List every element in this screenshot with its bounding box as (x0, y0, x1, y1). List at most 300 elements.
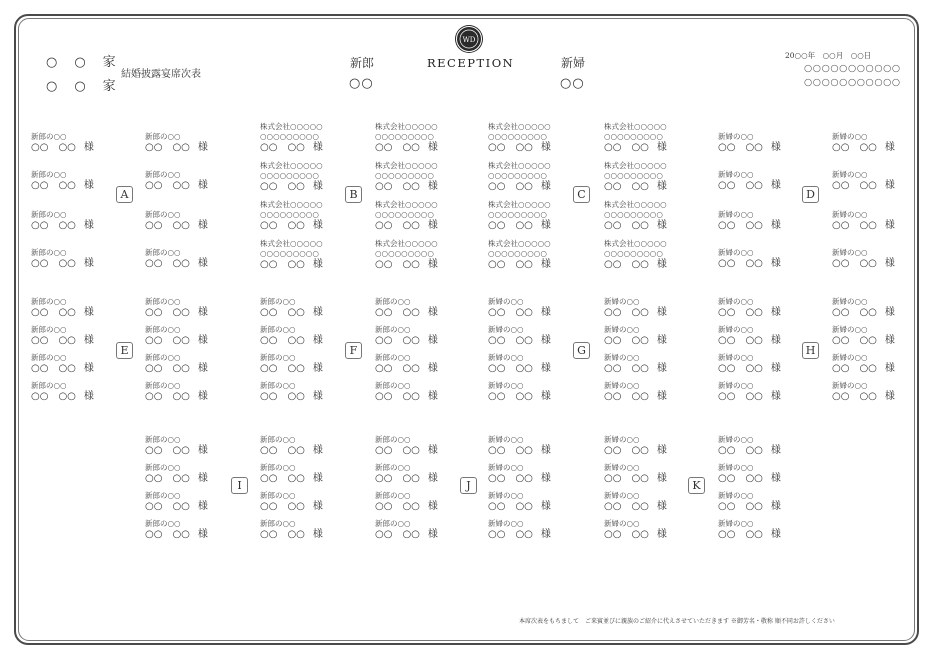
guest-name-line (145, 143, 240, 153)
guest-entry (260, 122, 355, 153)
guest-name: ○○ ○○ (260, 307, 305, 318)
guest-name: ○○ ○○ (375, 363, 420, 374)
guest-name: ○○ ○○ (31, 180, 76, 191)
guest-relation: 新婦の○○ (718, 463, 754, 472)
guest-relation: 新郎の○○ (145, 170, 181, 179)
guest-relation: 新婦の○○ (718, 381, 754, 390)
guest-name: ○○ ○○ (260, 335, 305, 346)
guest-entry (260, 435, 355, 456)
guest-name-line (260, 143, 355, 153)
guest-honorific: 様 (312, 391, 323, 402)
guest-name-line (375, 502, 470, 512)
guest-entry (488, 239, 583, 270)
guest-name: ○○ ○○ (604, 445, 649, 456)
guest-name: ○○ ○○ (604, 363, 649, 374)
guest-entry (488, 353, 583, 374)
guest-department: ○○○○○○○○○ (604, 249, 663, 258)
guest-honorific: 様 (83, 142, 94, 153)
guest-entry (718, 170, 813, 191)
guest-name: ○○ ○○ (145, 180, 190, 191)
guest-entry (604, 122, 699, 153)
guest-relation: 新郎の○○ (260, 381, 296, 390)
guest-entry (832, 325, 927, 346)
wd-monogram-logo (456, 26, 482, 52)
guest-entry (145, 132, 240, 153)
guest-name-line (260, 392, 355, 402)
guest-entry (260, 297, 355, 318)
guest-entry (260, 325, 355, 346)
guest-name-line (488, 221, 583, 231)
guest-name-line (604, 308, 699, 318)
guest-relation: 新郎の○○ (375, 463, 411, 472)
guest-name-line (145, 502, 240, 512)
guest-honorific: 様 (197, 335, 208, 346)
guest-relation: 新婦の○○ (488, 325, 524, 334)
guest-honorific: 様 (656, 259, 667, 270)
guest-relation: 新郎の○○ (31, 381, 67, 390)
guest-name-line (260, 446, 355, 456)
guest-relation: 新婦の○○ (832, 132, 868, 141)
guest-name-line (145, 446, 240, 456)
guest-name: ○○ ○○ (145, 473, 190, 484)
guest-name: ○○ ○○ (145, 445, 190, 456)
groom-name: ○○ (349, 76, 374, 91)
guest-entry (604, 353, 699, 374)
guest-entry (375, 491, 470, 512)
guest-name: ○○ ○○ (260, 529, 305, 540)
guest-relation: 新婦の○○ (718, 170, 754, 179)
guest-entry (145, 170, 240, 191)
guest-entry (604, 491, 699, 512)
guest-name: ○○ ○○ (375, 181, 420, 192)
guest-relation: 新郎の○○ (375, 325, 411, 334)
guest-name: ○○ ○○ (145, 335, 190, 346)
guest-name: ○○ ○○ (488, 445, 533, 456)
guest-relation: 新婦の○○ (832, 248, 868, 257)
guest-relation: 新郎の○○ (145, 381, 181, 390)
guest-honorific: 様 (656, 363, 667, 374)
guest-honorific: 様 (884, 220, 895, 231)
guest-entry (488, 381, 583, 402)
guest-name: ○○ ○○ (604, 259, 649, 270)
guest-relation: 新婦の○○ (488, 435, 524, 444)
guest-name-line (375, 364, 470, 374)
guest-department: ○○○○○○○○○ (488, 171, 547, 180)
guest-entry (260, 463, 355, 484)
guest-entry (375, 353, 470, 374)
guest-honorific: 様 (427, 220, 438, 231)
guest-entry (718, 381, 813, 402)
guest-relation: 新婦の○○ (604, 435, 640, 444)
guest-entry (718, 248, 813, 269)
guest-name: ○○ ○○ (718, 473, 763, 484)
guest-honorific: 様 (656, 181, 667, 192)
guest-name-line (604, 143, 699, 153)
guest-name: ○○ ○○ (832, 363, 877, 374)
guest-relation: 新婦の○○ (832, 381, 868, 390)
guest-entry (260, 491, 355, 512)
guest-honorific: 様 (656, 529, 667, 540)
guest-honorific: 様 (540, 220, 551, 231)
guest-name: ○○ ○○ (145, 142, 190, 153)
guest-name: ○○ ○○ (375, 391, 420, 402)
guest-entry (145, 248, 240, 269)
guest-entry (145, 353, 240, 374)
guest-relation: 新郎の○○ (375, 297, 411, 306)
guest-relation: 新婦の○○ (718, 297, 754, 306)
guest-honorific: 様 (884, 391, 895, 402)
guest-relation: 新郎の○○ (31, 132, 67, 141)
guest-name: ○○ ○○ (832, 258, 877, 269)
guest-entry (375, 463, 470, 484)
guest-name-line (31, 221, 126, 231)
guest-honorific: 様 (770, 258, 781, 269)
footer-note: 本席次表をもちまして ご来賓並びに親族のご紹介に代えさせていただきます ※御芳名・敬称 順不同お許しください (519, 618, 835, 625)
guest-relation: 新郎の○○ (145, 353, 181, 362)
guest-relation: 新婦の○○ (718, 325, 754, 334)
guest-entry (718, 463, 813, 484)
reception-title: RECEPTION (427, 56, 515, 70)
guest-entry (718, 491, 813, 512)
guest-department: ○○○○○○○○○ (604, 210, 663, 219)
groom-label: 新郎 (350, 56, 375, 70)
guest-name-line (832, 308, 927, 318)
guest-entry (375, 122, 470, 153)
guest-name-line (375, 182, 470, 192)
guest-relation: 株式会社○○○○○ (488, 200, 551, 209)
guest-honorific: 様 (197, 258, 208, 269)
guest-name: ○○ ○○ (31, 391, 76, 402)
guest-honorific: 様 (197, 180, 208, 191)
guest-name-line (832, 143, 927, 153)
guest-name: ○○ ○○ (604, 391, 649, 402)
table-label-j: J (460, 477, 477, 494)
guest-honorific: 様 (540, 307, 551, 318)
guest-relation: 新郎の○○ (375, 491, 411, 500)
guest-name: ○○ ○○ (375, 473, 420, 484)
guest-name-line (488, 502, 583, 512)
guest-name-line (832, 181, 927, 191)
guest-relation: 新婦の○○ (718, 132, 754, 141)
guest-relation: 新婦の○○ (718, 353, 754, 362)
guest-name: ○○ ○○ (375, 445, 420, 456)
guest-relation: 新郎の○○ (260, 297, 296, 306)
monogram-icon (457, 27, 481, 51)
guest-name: ○○ ○○ (604, 181, 649, 192)
guest-name: ○○ ○○ (375, 335, 420, 346)
guest-name-line (145, 336, 240, 346)
guest-name: ○○ ○○ (718, 335, 763, 346)
guest-entry (31, 325, 126, 346)
guest-name: ○○ ○○ (604, 529, 649, 540)
guest-name: ○○ ○○ (832, 307, 877, 318)
table-label-h: H (802, 342, 819, 359)
guest-entry (604, 325, 699, 346)
guest-entry (260, 239, 355, 270)
guest-honorific: 様 (312, 335, 323, 346)
guest-relation: 新婦の○○ (604, 463, 640, 472)
guest-entry (375, 161, 470, 192)
guest-name: ○○ ○○ (145, 258, 190, 269)
guest-name: ○○ ○○ (488, 501, 533, 512)
guest-relation: 株式会社○○○○○ (604, 200, 667, 209)
guest-relation: 新郎の○○ (145, 297, 181, 306)
guest-honorific: 様 (656, 307, 667, 318)
guest-honorific: 様 (884, 258, 895, 269)
guest-honorific: 様 (884, 142, 895, 153)
guest-name-line (604, 221, 699, 231)
guest-name-line (488, 446, 583, 456)
guest-entry (375, 239, 470, 270)
guest-name-line (718, 221, 813, 231)
guest-entry (31, 210, 126, 231)
guest-entry (260, 519, 355, 540)
guest-relation: 株式会社○○○○○ (488, 239, 551, 248)
guest-honorific: 様 (770, 307, 781, 318)
guest-name-line (718, 181, 813, 191)
guest-name: ○○ ○○ (260, 220, 305, 231)
guest-honorific: 様 (656, 445, 667, 456)
guest-name: ○○ ○○ (718, 220, 763, 231)
groom-family-name: ○ ○ 家 (46, 55, 118, 70)
guest-honorific: 様 (656, 473, 667, 484)
guest-relation: 新郎の○○ (145, 491, 181, 500)
guest-name-line (260, 182, 355, 192)
guest-name-line (31, 308, 126, 318)
guest-name-line (604, 446, 699, 456)
guest-relation: 新婦の○○ (604, 491, 640, 500)
guest-honorific: 様 (884, 335, 895, 346)
table-label-i: I (231, 477, 248, 494)
guest-honorific: 様 (540, 529, 551, 540)
guest-name-line (604, 336, 699, 346)
guest-entry (31, 132, 126, 153)
guest-name: ○○ ○○ (375, 259, 420, 270)
guest-relation: 新婦の○○ (832, 210, 868, 219)
guest-name: ○○ ○○ (260, 445, 305, 456)
guest-relation: 新婦の○○ (488, 491, 524, 500)
guest-name-line (260, 308, 355, 318)
guest-honorific: 様 (312, 259, 323, 270)
guest-name: ○○ ○○ (718, 307, 763, 318)
guest-honorific: 様 (427, 391, 438, 402)
guest-relation: 新郎の○○ (145, 325, 181, 334)
guest-relation: 新郎の○○ (145, 248, 181, 257)
guest-name: ○○ ○○ (718, 529, 763, 540)
guest-entry (31, 297, 126, 318)
guest-honorific: 様 (312, 529, 323, 540)
guest-name-line (260, 364, 355, 374)
guest-department: ○○○○○○○○○ (488, 132, 547, 141)
guest-honorific: 様 (770, 445, 781, 456)
guest-honorific: 様 (427, 529, 438, 540)
guest-name-line (145, 364, 240, 374)
wedding-date: 20○○年 ○○月 ○○日 (785, 51, 872, 60)
guest-honorific: 様 (197, 501, 208, 512)
guest-entry (604, 239, 699, 270)
guest-name-line (375, 143, 470, 153)
guest-relation: 新婦の○○ (488, 463, 524, 472)
guest-name: ○○ ○○ (260, 363, 305, 374)
guest-entry (718, 132, 813, 153)
guest-relation: 株式会社○○○○○ (260, 239, 323, 248)
guest-honorific: 様 (656, 391, 667, 402)
guest-relation: 株式会社○○○○○ (604, 161, 667, 170)
guest-name-line (832, 336, 927, 346)
guest-honorific: 様 (540, 363, 551, 374)
table-label-g: G (573, 342, 590, 359)
guest-name: ○○ ○○ (832, 142, 877, 153)
bride-family-name: ○ ○ 家 (46, 79, 118, 94)
guest-name: ○○ ○○ (260, 501, 305, 512)
guest-entry (375, 297, 470, 318)
guest-department: ○○○○○○○○○ (375, 210, 434, 219)
guest-honorific: 様 (540, 335, 551, 346)
guest-relation: 新婦の○○ (488, 381, 524, 390)
guest-honorific: 様 (197, 363, 208, 374)
guest-honorific: 様 (197, 220, 208, 231)
guest-relation: 新郎の○○ (145, 435, 181, 444)
guest-relation: 株式会社○○○○○ (488, 122, 551, 131)
guest-department: ○○○○○○○○○ (260, 132, 319, 141)
guest-name: ○○ ○○ (488, 142, 533, 153)
guest-name-line (718, 308, 813, 318)
guest-name-line (488, 260, 583, 270)
guest-department: ○○○○○○○○○ (260, 171, 319, 180)
guest-relation: 新郎の○○ (260, 463, 296, 472)
guest-name: ○○ ○○ (718, 445, 763, 456)
guest-name: ○○ ○○ (488, 391, 533, 402)
guest-relation: 新婦の○○ (832, 353, 868, 362)
guest-relation: 新婦の○○ (718, 519, 754, 528)
guest-name-line (145, 221, 240, 231)
guest-honorific: 様 (770, 473, 781, 484)
guest-department: ○○○○○○○○○ (260, 210, 319, 219)
guest-relation: 新婦の○○ (832, 170, 868, 179)
guest-relation: 新婦の○○ (604, 353, 640, 362)
guest-entry (488, 161, 583, 192)
guest-honorific: 様 (312, 445, 323, 456)
guest-name: ○○ ○○ (375, 501, 420, 512)
guest-relation: 株式会社○○○○○ (604, 122, 667, 131)
guest-relation: 新郎の○○ (260, 325, 296, 334)
guest-name: ○○ ○○ (718, 391, 763, 402)
guest-name: ○○ ○○ (604, 307, 649, 318)
guest-name: ○○ ○○ (718, 363, 763, 374)
guest-relation: 新郎の○○ (31, 297, 67, 306)
guest-relation: 新婦の○○ (604, 519, 640, 528)
guest-name: ○○ ○○ (832, 335, 877, 346)
guest-name: ○○ ○○ (488, 220, 533, 231)
guest-relation: 株式会社○○○○○ (375, 122, 438, 131)
guest-entry (604, 161, 699, 192)
guest-name-line (260, 502, 355, 512)
guest-relation: 新婦の○○ (604, 381, 640, 390)
guest-relation: 新郎の○○ (260, 519, 296, 528)
guest-name: ○○ ○○ (31, 307, 76, 318)
guest-entry (832, 170, 927, 191)
guest-name: ○○ ○○ (718, 258, 763, 269)
guest-honorific: 様 (427, 142, 438, 153)
guest-name-line (375, 221, 470, 231)
guest-relation: 新郎の○○ (145, 132, 181, 141)
guest-relation: 株式会社○○○○○ (260, 161, 323, 170)
guest-name-line (31, 181, 126, 191)
guest-honorific: 様 (427, 473, 438, 484)
guest-relation: 新婦の○○ (718, 491, 754, 500)
venue-line-2: ○○○○○○○○○○○ (804, 77, 901, 88)
guest-name-line (604, 502, 699, 512)
guest-relation: 新郎の○○ (375, 381, 411, 390)
guest-name: ○○ ○○ (488, 363, 533, 374)
guest-name: ○○ ○○ (488, 181, 533, 192)
document-subtitle: 結婚披露宴席次表 (121, 69, 201, 80)
guest-honorific: 様 (83, 391, 94, 402)
guest-department: ○○○○○○○○○ (375, 171, 434, 180)
guest-entry (145, 325, 240, 346)
guest-name-line (488, 392, 583, 402)
guest-name: ○○ ○○ (145, 220, 190, 231)
guest-entry (488, 325, 583, 346)
guest-name-line (375, 446, 470, 456)
guest-name: ○○ ○○ (145, 529, 190, 540)
guest-entry (145, 491, 240, 512)
guest-honorific: 様 (540, 181, 551, 192)
guest-name: ○○ ○○ (488, 307, 533, 318)
guest-name: ○○ ○○ (260, 391, 305, 402)
guest-name: ○○ ○○ (145, 501, 190, 512)
guest-entry (31, 170, 126, 191)
guest-name-line (832, 221, 927, 231)
guest-name-line (260, 221, 355, 231)
guest-name-line (718, 336, 813, 346)
guest-name-line (718, 259, 813, 269)
guest-relation: 新郎の○○ (31, 325, 67, 334)
table-label-b: B (345, 186, 362, 203)
guest-name: ○○ ○○ (375, 142, 420, 153)
guest-name-line (260, 336, 355, 346)
guest-name: ○○ ○○ (604, 142, 649, 153)
guest-name: ○○ ○○ (488, 259, 533, 270)
guest-name: ○○ ○○ (145, 307, 190, 318)
guest-honorific: 様 (312, 142, 323, 153)
guest-name: ○○ ○○ (375, 529, 420, 540)
guest-relation: 株式会社○○○○○ (488, 161, 551, 170)
guest-entry (718, 297, 813, 318)
guest-honorific: 様 (427, 335, 438, 346)
guest-name-line (604, 260, 699, 270)
guest-honorific: 様 (770, 220, 781, 231)
guest-entry (488, 435, 583, 456)
guest-relation: 新郎の○○ (145, 519, 181, 528)
guest-relation: 新郎の○○ (31, 353, 67, 362)
guest-honorific: 様 (197, 391, 208, 402)
guest-entry (832, 210, 927, 231)
table-label-e: E (116, 342, 133, 359)
guest-entry (718, 325, 813, 346)
guest-entry (375, 325, 470, 346)
guest-honorific: 様 (770, 335, 781, 346)
guest-name-line (488, 530, 583, 540)
guest-relation: 新婦の○○ (832, 297, 868, 306)
guest-entry (488, 297, 583, 318)
guest-honorific: 様 (312, 307, 323, 318)
guest-honorific: 様 (884, 363, 895, 374)
guest-name: ○○ ○○ (488, 529, 533, 540)
guest-name-line (718, 446, 813, 456)
guest-entry (488, 519, 583, 540)
venue-line-1: ○○○○○○○○○○○ (804, 63, 901, 74)
